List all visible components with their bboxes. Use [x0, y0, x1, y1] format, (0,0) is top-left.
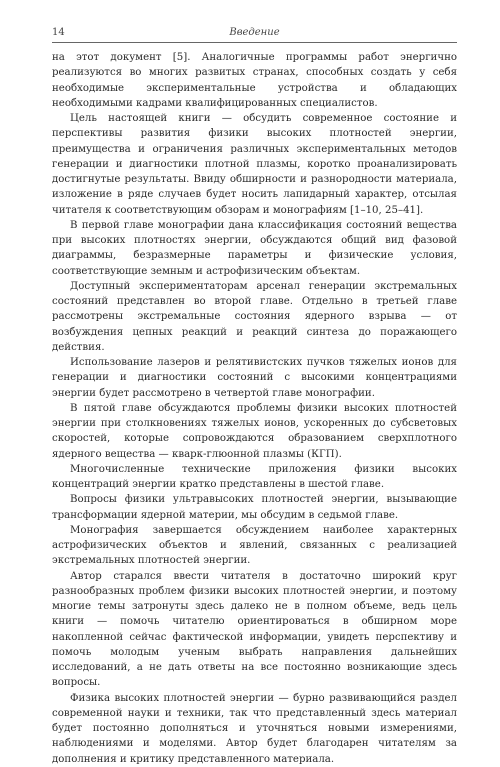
section-title: Введение	[229, 27, 280, 38]
paragraph: В пятой главе обсуждаются проблемы физики высоких плотностей энергии при столкновениях тяжелых ионов, ускоренных до субсветовых скоростей, которые сопровождаются образованием сверхплотного ядерного вещества — кварк-глюонной плазмы (КГП).	[52, 402, 457, 460]
header-rule	[52, 42, 457, 43]
paragraph: Использование лазеров и релятивистских пучков тяжелых ионов для генерации и диагностики состояний с высокими концентрациями энергии будет рассмотрено в четвертой главе монографии.	[52, 357, 457, 399]
paragraph: Монография завершается обсуждением наиболее характерных астрофизических объектов и явлений, связанных с реализацией экстремальных плотностей энергии.	[52, 524, 457, 567]
page-number: 14	[52, 27, 65, 38]
paragraph: Физика высоких плотностей энергии — бурно развивающийся раздел современной науки и техники, так что представленный здесь материал будет постоянно дополняться и уточняться новыми измерениями, наблюдениями и моделями. Автор будет благодарен читателям за дополнения и критику представленного материала.	[52, 692, 457, 765]
paragraph: Автор старался ввести читателя в достаточно широкий круг разнообразных проблем физики высоких плотностей энергии, и поэтому многие темы затронуты здесь далеко не в полном объеме, ведь цель книги — помочь читателю ориентироваться в обширном море накопленной сейчас фактической информации, увидеть перспективу и помочь молодым ученым выбрать направления дальнейших исследований, а не дать ответы на все постоянно возникающие здесь вопросы.	[52, 570, 457, 689]
paragraph: Многочисленные технические приложения физики высоких концентраций энергии кратко представлены в шестой главе.	[52, 463, 457, 490]
paragraph: Вопросы физики ультравысоких плотностей энергии, вызывающие трансформации ядерной материи, мы обсудим в седьмой главе.	[52, 494, 457, 521]
paragraph: на этот документ [5]. Аналогичные программы работ энергично реализуются во многих развитых странах, способных создать у себя необходимые экспериментальные устройства и обладающих необходимыми кадрами квалифицированных специалистов.	[52, 52, 457, 109]
paragraph: В первой главе монографии дана классификация состояний вещества при высоких плотностях энергии, обсуждаются общий вид фазовой диаграммы, безразмерные параметры и физические условия, соответствующие земным и астрофизическим объектам.	[52, 219, 457, 277]
paragraph: Цель настоящей книги — обсудить современное состояние и перспективы развития физики высоких плотностей энергии, преимущества и ограничения различных экспериментальных методов генерации и диагностики плотной плазмы, коротко проанализировать достигнутые результаты. Ввиду обширности и разнородности материала, изложение в ряде случаев будет носить лапидарный характер, отсылая читателя к соответствующим обзорам и монографиям [1–10, 25–41].	[52, 113, 457, 216]
paragraph: Доступный экспериментаторам арсенал генерации экстремальных состояний представлен во второй главе. Отдельно в третьей главе рассмотрены экстремальные состояния ядерного взрыва — от возбуждения цепных реакций и реакций синтеза до поражающего действия.	[52, 280, 457, 353]
page-body	[52, 50, 457, 767]
